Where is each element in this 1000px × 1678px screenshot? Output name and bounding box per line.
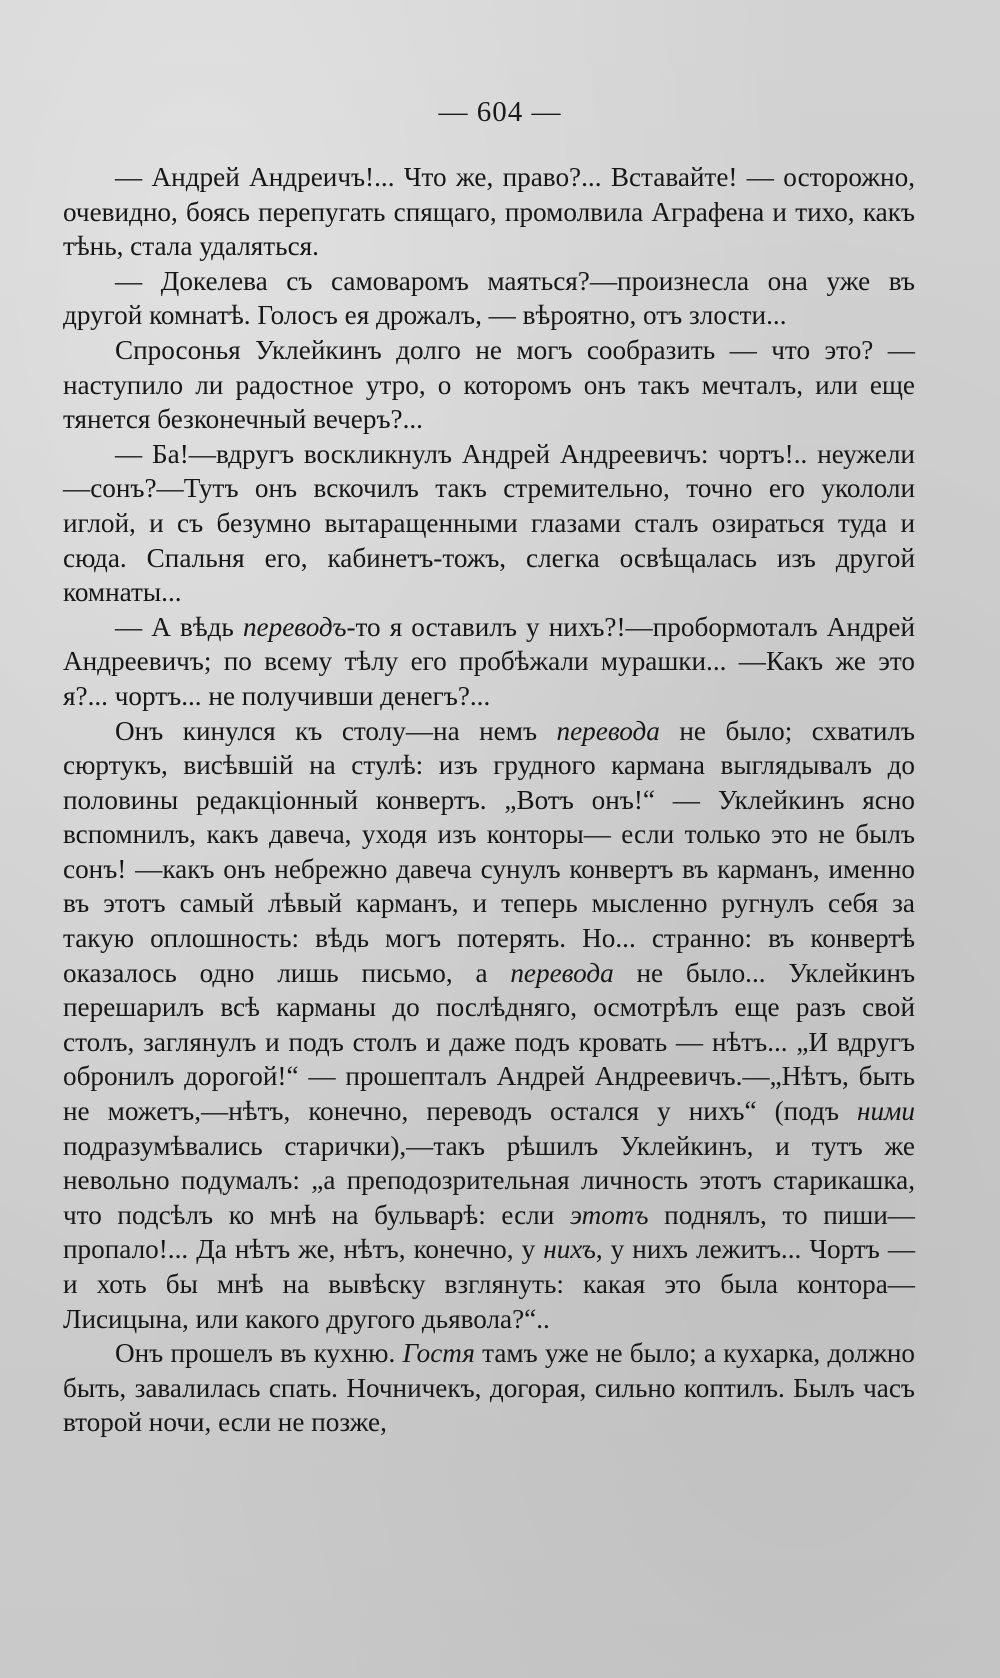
- paragraph-5: [63, 610, 915, 714]
- paragraph-6-italic-etot: этотъ: [569, 1199, 649, 1230]
- paragraph-4: — Ба!—вдругъ воскликнулъ Андрей Андреевичъ: чортъ!.. неужели—сонъ?—Тутъ онъ вскочилъ такъ стремительно, точно его укололи иглой, и съ безумно вытаращенными глазами сталъ озираться туда и сюда. Спальня его, кабинетъ-тожъ, слегка освѣщалась изъ другой комнаты...: [63, 438, 915, 608]
- paragraph-7-text-b: тамъ уже не было; а кухарка, должно быть, завалилась спать. Ночничекъ, догорая, сильно коптилъ. Былъ часъ второй ночи, если не позже,: [63, 1338, 916, 1438]
- paragraph-6-italic-perevoda-2: перевода: [510, 957, 614, 988]
- paragraph-2: — Докелева съ самоваромъ маяться?—произнесла она уже въ другой комнатѣ. Голосъ ея дрожалъ, — вѣроятно, отъ злости...: [63, 265, 915, 331]
- paragraph-7: [63, 1336, 915, 1440]
- paragraph-5-text-b: -то я оставилъ у нихъ?!—пробормоталъ Андрей Андреевичъ; по всему тѣлу его пробѣжали мурашки... —Какъ же это я?... чортъ... не получивши денегъ?...: [63, 611, 915, 711]
- body-text: [63, 160, 915, 1440]
- paragraph-5-italic-perevod: переводъ: [242, 611, 347, 642]
- page-number: — 604 —: [438, 96, 562, 128]
- paragraph-6-text-c: не было... Уклейкинъ перешарилъ всѣ карманы до послѣдняго, осмотрѣлъ еще разъ свой столъ, заглянулъ и подъ столъ и даже подъ кровать — нѣтъ... „И вдругъ обронилъ дорогой!“ — прошепталъ Андрей Андреевичъ.—„Нѣтъ, быть не можетъ,—нѣтъ, конечно, переводъ остался у нихъ“ (подъ: [63, 957, 915, 1127]
- paragraph-6-italic-perevoda-1: перевода: [556, 715, 660, 746]
- paragraph-5-text-a: — А вѣдь: [115, 611, 243, 642]
- paragraph-6-italic-nimi: ними: [856, 1096, 915, 1127]
- paragraph-6: [63, 714, 915, 1337]
- paragraph-6-text-a: Онъ кинулся къ столу—на немъ: [115, 715, 557, 746]
- paragraph-6-italic-nih: нихъ: [543, 1234, 596, 1265]
- paragraph-7-italic-gostya: Гостя: [402, 1338, 475, 1369]
- paragraph-7-text-a: Онъ прошелъ въ кухню.: [115, 1338, 403, 1369]
- paragraph-6-text-d: подразумѣвались старички),—такъ рѣшилъ Уклейкинъ, и тутъ же невольно подумалъ: „а преподозрительная личность этотъ старикашка, что подсѣлъ ко мнѣ на бульварѣ: если: [63, 1130, 915, 1230]
- paragraph-6-text-e: поднялъ, то пиши— пропало!... Да нѣтъ же, нѣтъ, конечно, у: [63, 1199, 915, 1265]
- paragraph-3: Спросонья Уклейкинъ долго не могъ сообразить — что это? — наступило ли радостное утро, о которомъ онъ такъ мечталъ, или еще тянется безконечный вечеръ?...: [63, 334, 915, 435]
- paragraph-6-text-f: , у нихъ лежитъ... Чортъ — и хоть бы мнѣ на вывѣску взглянуть: какая это была контора—Лисицына, или какого другого дьявола?“..: [63, 1234, 916, 1334]
- paragraph-1: — Андрей Андреичъ!... Что же, право?... Вставайте! — осторожно, очевидно, боясь перепугать спящаго, промолвила Аграфена и тихо, какъ тѣнь, стала удаляться.: [63, 162, 915, 262]
- paragraph-6-text-b: не было; схватилъ сюртукъ, висѣвшій на стулѣ: изъ грудного кармана выглядывалъ до половины редакціонный конвертъ. „Вотъ онъ!“ — Уклейкинъ ясно вспомнилъ, какъ давеча, уходя изъ конторы— если только это не былъ сонъ! —какъ онъ небрежно давеча сунулъ конвертъ въ карманъ, именно въ этотъ самый лѣвый карманъ, и теперь мысленно ругнулъ себя за такую оплошность: вѣдь могъ потерять. Но... странно: въ конвертѣ оказалось одно лишь письмо, а: [63, 715, 915, 988]
